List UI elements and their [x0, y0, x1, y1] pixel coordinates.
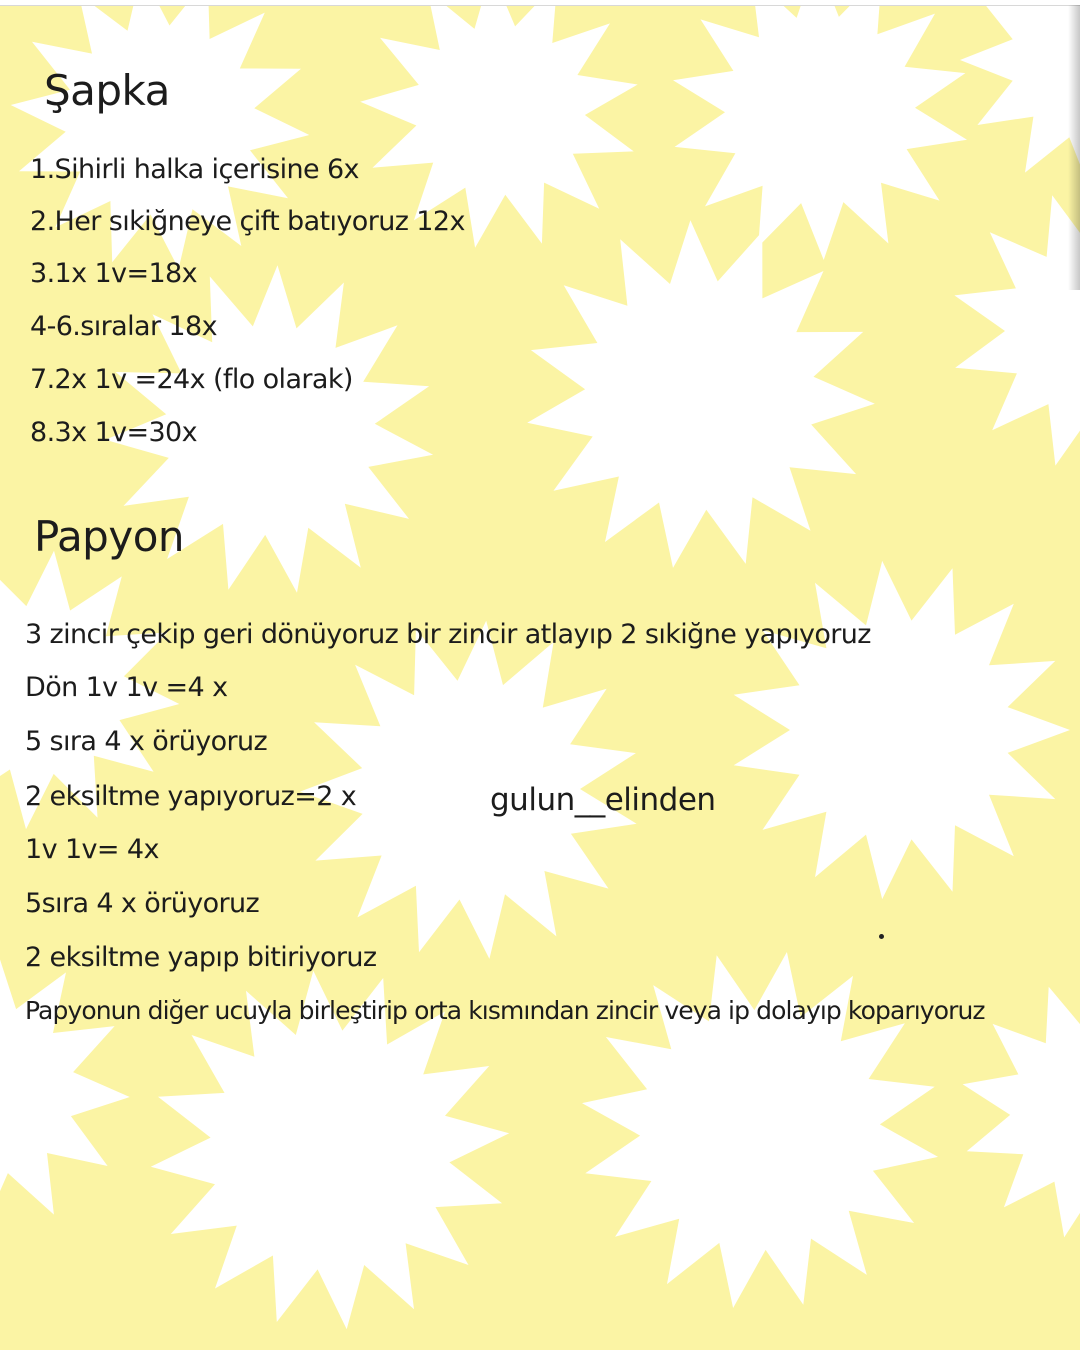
papyon-step-2: Dön 1v 1v =4 x: [25, 672, 228, 703]
papyon-step-8: Papyonun diğer ucuyla birleştirip orta kısmından zincir veya ip dolayıp koparıyoruz: [25, 996, 985, 1025]
papyon-step-5: 1v 1v= 4x: [25, 834, 159, 865]
stray-dot: [879, 934, 884, 939]
papyon-step-1: 3 zincir çekip geri dönüyoruz bir zincir atlayıp 2 sıkiğne yapıyoruz: [25, 619, 871, 650]
sapka-step-2: 2.Her sıkiğneye çift batıyoruz 12x: [30, 206, 465, 237]
sapka-title: Şapka: [44, 66, 170, 115]
sapka-step-1: 1.Sihirli halka içerisine 6x: [30, 154, 359, 185]
author-watermark: gulun__elinden: [490, 782, 716, 818]
papyon-step-4: 2 eksiltme yapıyoruz=2 x: [25, 781, 357, 812]
sapka-step-6: 8.3x 1v=30x: [30, 417, 198, 448]
papyon-step-7: 2 eksiltme yapıp bitiriyoruz: [25, 942, 377, 973]
papyon-step-3: 5 sıra 4 x örüyoruz: [25, 726, 268, 757]
papyon-step-6: 5sıra 4 x örüyoruz: [25, 888, 260, 919]
papyon-title: Papyon: [34, 512, 185, 561]
sapka-step-3: 3.1x 1v=18x: [30, 258, 198, 289]
sapka-step-4: 4-6.sıralar 18x: [30, 311, 217, 342]
sapka-step-5: 7.2x 1v =24x (flo olarak): [30, 364, 353, 395]
